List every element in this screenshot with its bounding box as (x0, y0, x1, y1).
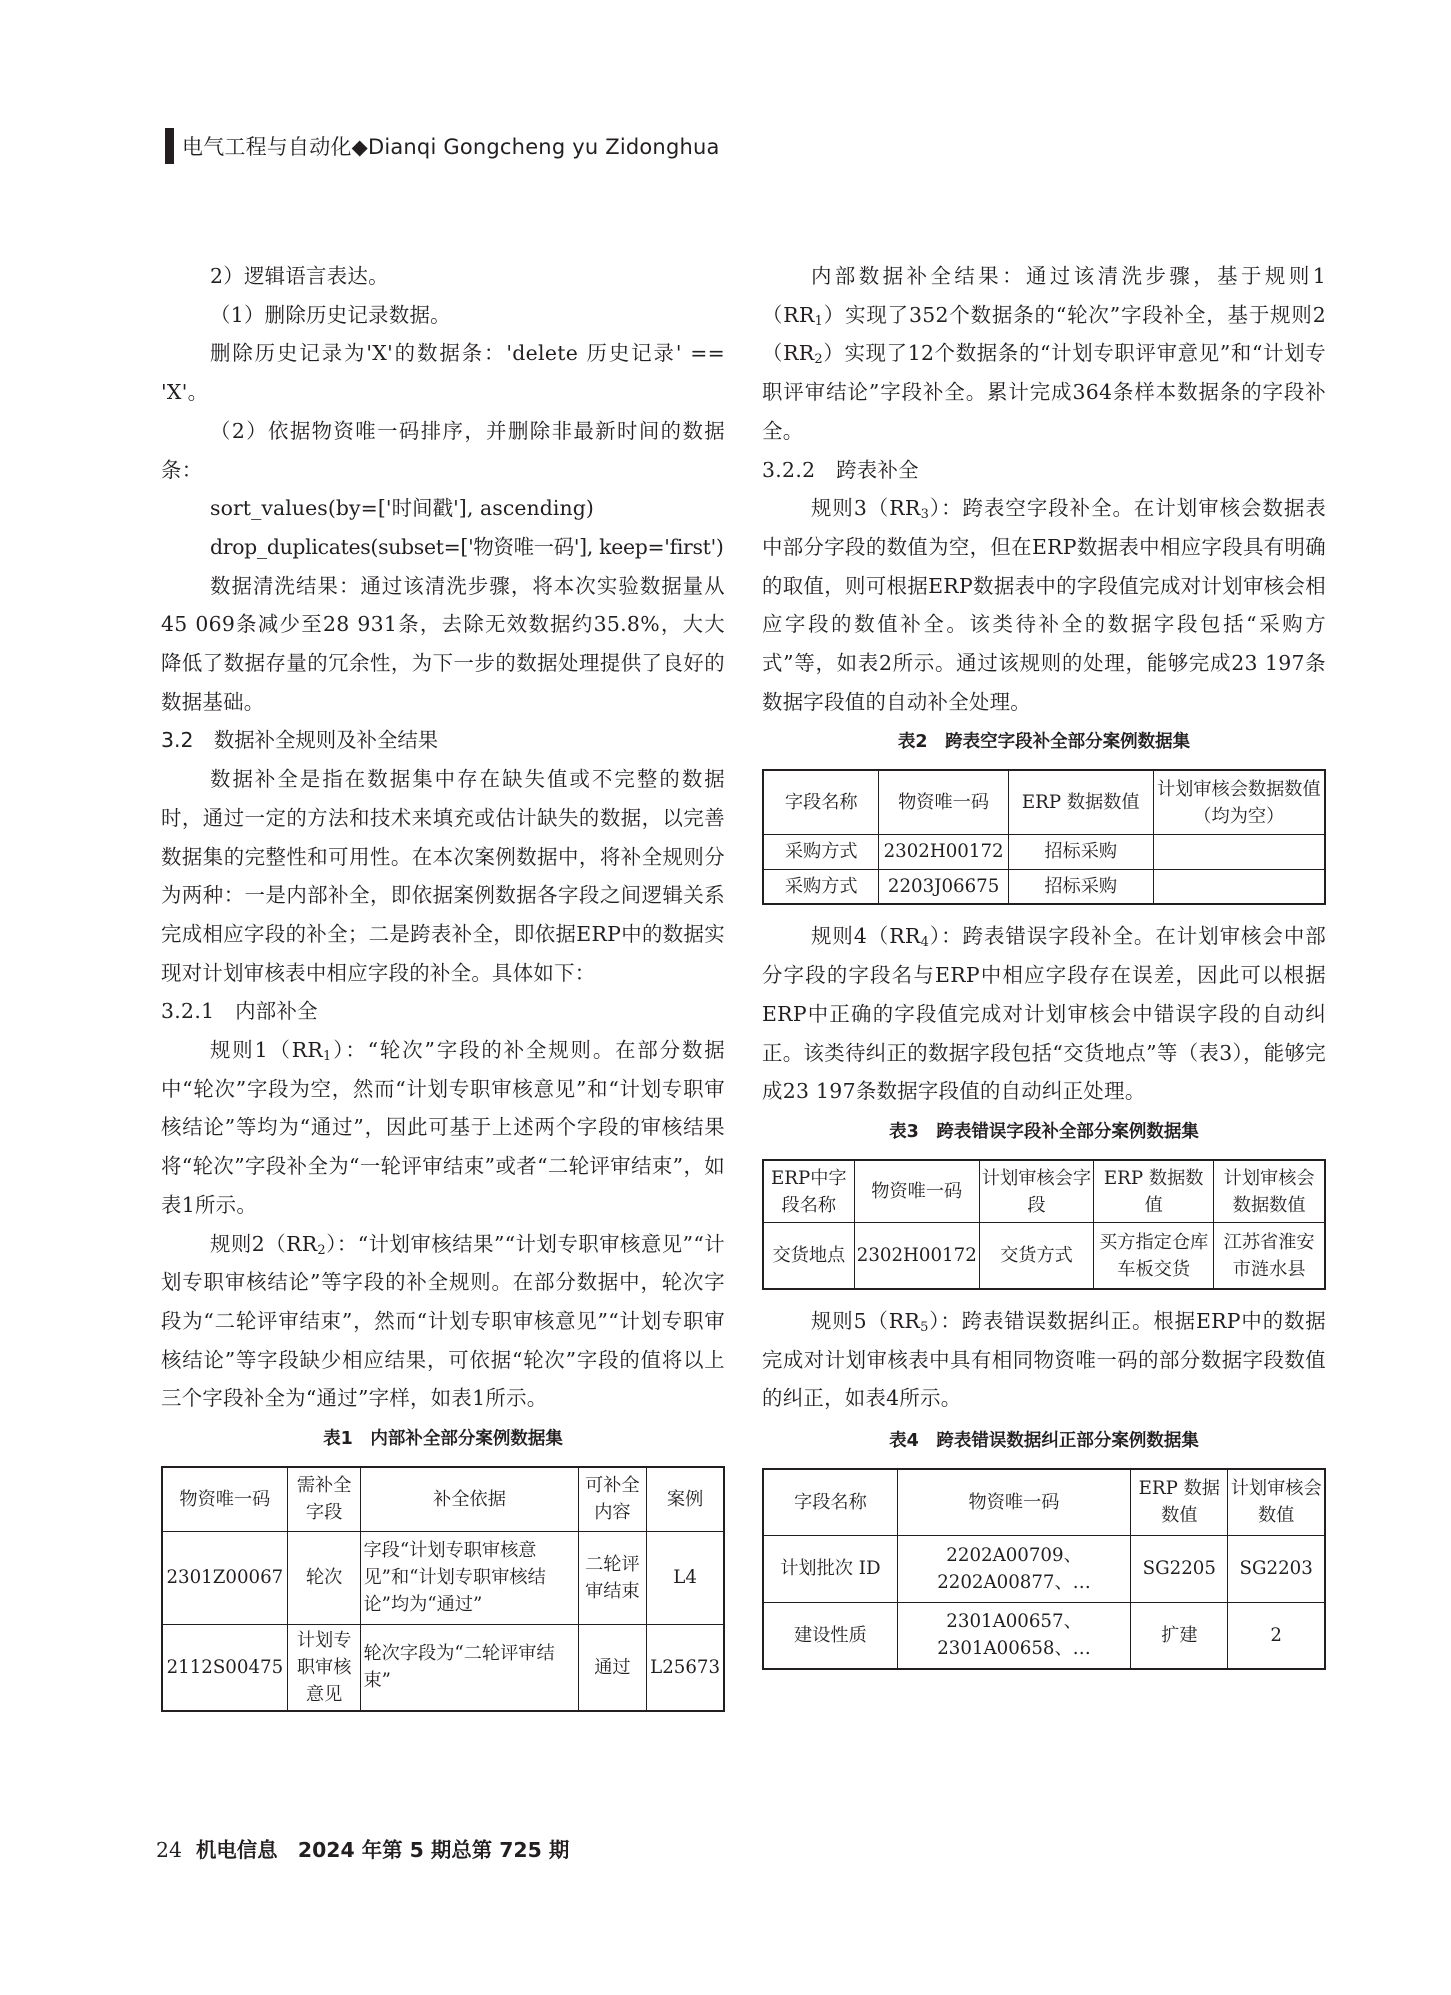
table-4 (762, 1468, 1326, 1670)
table-row (162, 1624, 724, 1711)
table-cell: 2202A00709、2202A00877、… (897, 1535, 1130, 1602)
table-cell: 交货地点 (763, 1223, 854, 1289)
code-line: drop_duplicates(subset=['物资唯一码'], keep='first') (210, 534, 724, 559)
table-cell: 2112S00475 (162, 1624, 287, 1711)
subsection-heading-3-2-2: 3.2.2 跨表补全 (762, 457, 919, 482)
table-header-cell: 计划审核会数据数值 (1214, 1160, 1325, 1223)
right-column (762, 257, 1326, 1670)
table-header-row (763, 1469, 1325, 1535)
table-header-cell: 字段名称 (763, 1469, 897, 1535)
table-3 (762, 1159, 1326, 1290)
table-row (763, 1223, 1325, 1289)
table-cell: 采购方式 (763, 869, 879, 904)
table-cell: 通过 (578, 1624, 647, 1711)
table-cell: 2302H00172 (879, 834, 1008, 869)
table-header-row (763, 1160, 1325, 1223)
table-cell: 2301Z00067 (162, 1531, 287, 1624)
running-header (165, 128, 720, 164)
table-header-cell: ERP中字段名称 (763, 1160, 854, 1223)
table-cell (1153, 869, 1325, 904)
table-header-cell: ERP 数据数值 (1094, 1160, 1214, 1223)
table-cell: 2302H00172 (854, 1223, 979, 1289)
paragraph: （2）依据物资唯一码排序，并删除非最新时间的数据条： (161, 418, 725, 482)
table-header-cell: ERP 数据数值 (1008, 770, 1153, 834)
table-cell: 招标采购 (1008, 869, 1153, 904)
table-cell: 采购方式 (763, 834, 879, 869)
table-1-caption: 表1 内部补全部分案例数据集 (323, 1429, 563, 1450)
table-row (763, 1602, 1325, 1669)
table-1 (161, 1466, 725, 1712)
table-cell: 建设性质 (763, 1602, 897, 1669)
table-4-caption: 表4 跨表错误数据纠正部分案例数据集 (889, 1431, 1199, 1452)
paragraph: （1）删除历史记录数据。 (210, 302, 451, 327)
table-header-cell: 可补全内容 (578, 1467, 647, 1531)
table-header-cell: 物资唯一码 (162, 1467, 287, 1531)
table-2-caption: 表2 跨表空字段补全部分案例数据集 (897, 732, 1191, 753)
table-cell (1153, 834, 1325, 869)
rule-2-paragraph: 规则$2(RR_2)$：“计划审核结果”“计划专职审核意见”“计划专职审核结论”等字段的补全规则。在部分数据中，轮次字段为“二轮评审结束”，然而“计划专职审核意见”“计划专职审核结论”等字段缺少相应结果，可依据“轮次”字段的值将以上三个字段补全为“通过”字样，如表1所示。 (161, 1231, 725, 1411)
table-cell: SG2203 (1228, 1535, 1325, 1602)
table-header-cell: 计划审核会字段 (979, 1160, 1093, 1223)
table-cell: 轮次字段为“二轮评审结束” (361, 1624, 578, 1711)
table-header-cell: 计划审核会数值 (1228, 1469, 1325, 1535)
code-line: sort_values(by=['时间戳'], ascending) (210, 496, 594, 521)
table-header-cell: 需补全字段 (287, 1467, 361, 1531)
rule-1-paragraph: 规则$1(RR_1)$：“轮次”字段的补全规则。在部分数据中“轮次”字段为空，然而“计划专职审核意见”和“计划专职审核结论”等均为“通过”，因此可基于上述两个字段的审核结果将“轮次”字段补全为“一轮评审结束”或者“二轮评审结束”，如表1所示。 (161, 1038, 725, 1217)
table-cell: 计划批次 ID (763, 1535, 897, 1602)
table-header-row (162, 1467, 724, 1531)
table-header-cell: 补全依据 (361, 1467, 578, 1531)
header-text: 电气工程与自动化◆Dianqi Gongcheng yu Zidonghua (182, 135, 720, 159)
table-cell: 2301A00657、2301A00658、… (897, 1602, 1130, 1669)
table-cell: 轮次 (287, 1531, 361, 1624)
internal-completion-result-paragraph: 内部数据补全结果：通过该清洗步骤，基于规则$1(RR_1)$实现了352个数据条的“轮次”字段补全，基于规则$2(RR_2)$实现了12个数据条的“计划专职评审意见”和“计划专职评审结论”字段补全。累计完成364条样本数据条的字段补全。 (762, 264, 1326, 443)
table-header-cell: 物资唯一码 (897, 1469, 1130, 1535)
table-row (162, 1531, 724, 1624)
rule-5-paragraph: 规则$5(RR_5)$：跨表错误数据纠正。根据ERP中的数据完成对计划审核表中具有相同物资唯一码的部分数据字段数值的纠正，如表4所示。 (762, 1308, 1326, 1411)
page-number: 24 (156, 1838, 182, 1862)
table-2 (762, 769, 1326, 905)
table-cell: 二轮评审结束 (578, 1531, 647, 1624)
table-cell: 扩建 (1131, 1602, 1228, 1669)
table-row (763, 1535, 1325, 1602)
table-3-caption: 表3 跨表错误字段补全部分案例数据集 (889, 1121, 1199, 1142)
table-cell: L25673 (647, 1624, 724, 1711)
table-header-cell: 物资唯一码 (854, 1160, 979, 1223)
paragraph: 数据补全是指在数据集中存在缺失值或不完整的数据时，通过一定的方法和技术来填充或估计缺失的数据，以完善数据集的完整性和可用性。在本次案例数据中，将补全规则分为两种：一是内部补全，即依据案例数据各字段之间逻辑关系完成相应字段的补全；二是跨表补全，即依据ERP中的数据实现对计划审核表中相应字段的补全。具体如下： (161, 767, 725, 985)
header-bar (165, 128, 174, 164)
table-row (763, 834, 1325, 869)
table-cell: 交货方式 (979, 1223, 1093, 1289)
subsection-heading-3-2-1: 3.2.1 内部补全 (161, 999, 318, 1024)
rule-3-paragraph: 规则$3(RR_3)$：跨表空字段补全。在计划审核会数据表中部分字段的数值为空，但在ERP数据表中相应字段具有明确的取值，则可根据ERP数据表中的字段值完成对计划审核会相应字段的数值补全。该类待补全的数据字段包括“采购方式”等，如表2所示。通过该规则的处理，能够完成23 197条数据字段值的自动补全处理。 (762, 496, 1327, 714)
table-header-cell: 计划审核会数据数值（均为空） (1153, 770, 1325, 834)
paragraph: 删除历史记录为'X'的数据条：'delete 历史记录' == 'X'。 (161, 341, 725, 405)
page-footer (156, 1834, 569, 1863)
table-cell: 江苏省淮安市涟水县 (1214, 1223, 1325, 1289)
table-cell: 2203J06675 (879, 869, 1008, 904)
section-heading-3-2: 3.2 数据补全规则及补全结果 (161, 728, 439, 753)
table-header-cell: 字段名称 (763, 770, 879, 834)
paragraph: 数据清洗结果：通过该清洗步骤，将本次实验数据量从45 069条减少至28 931条，去除无效数据约35.8%，大大降低了数据存量的冗余性，为下一步的数据处理提供了良好的数据基础。 (161, 573, 725, 714)
table-header-row (763, 770, 1325, 834)
table-cell: 字段“计划专职审核意见”和“计划专职审核结论”均为“通过” (361, 1531, 578, 1624)
table-cell: L4 (647, 1531, 724, 1624)
table-header-cell: 案例 (647, 1467, 724, 1531)
table-header-cell: 物资唯一码 (879, 770, 1008, 834)
journal-info: 机电信息 2024 年第 5 期总第 725 期 (195, 1838, 570, 1862)
table-cell: 买方指定仓库车板交货 (1094, 1223, 1214, 1289)
left-column (161, 257, 725, 1712)
table-cell: 2 (1228, 1602, 1325, 1669)
rule-4-paragraph: 规则$4(RR_4)$：跨表错误字段补全。在计划审核会中部分字段的字段名与ERP中相应字段存在误差，因此可以根据ERP中正确的字段值完成对计划审核会中错误字段的自动纠正。该类待纠正的数据字段包括“交货地点”等（表3），能够完成23 197条数据字段值的自动纠正处理。 (762, 924, 1327, 1104)
table-cell: 招标采购 (1008, 834, 1153, 869)
paragraph: 2）逻辑语言表达。 (210, 264, 389, 288)
table-cell: 计划专职审核意见 (287, 1624, 361, 1711)
table-row (763, 869, 1325, 904)
table-header-cell: ERP 数据数值 (1131, 1469, 1228, 1535)
table-cell: SG2205 (1131, 1535, 1228, 1602)
